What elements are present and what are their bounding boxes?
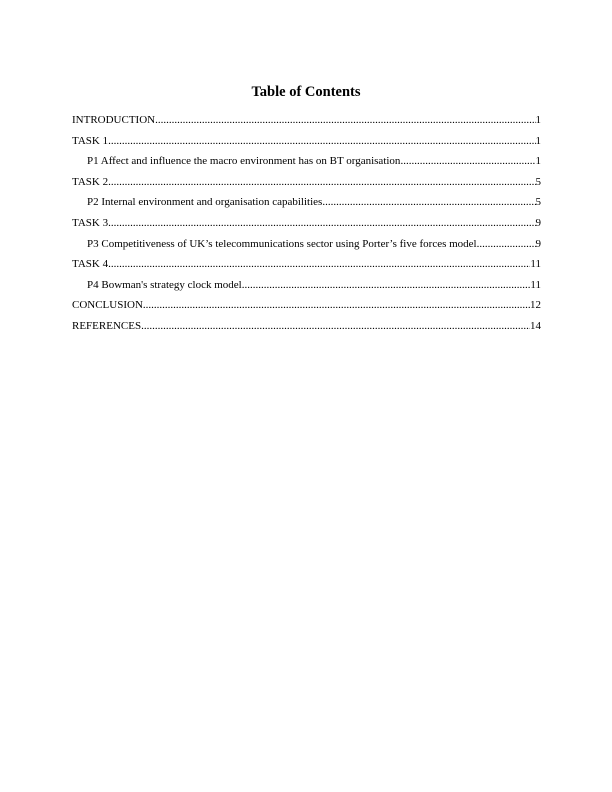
toc-entry-p1[interactable] — [72, 154, 541, 175]
toc-dot-leader — [155, 113, 535, 127]
toc-page-number: 9 — [535, 237, 541, 250]
toc-entry-task-1[interactable] — [72, 134, 541, 155]
toc-entry-label: INTRODUCTION — [72, 114, 156, 126]
toc-dot-leader — [108, 216, 535, 230]
toc-page-number: 14 — [530, 319, 541, 332]
toc-entry-task-4[interactable] — [72, 257, 541, 278]
toc-dot-leader — [242, 278, 531, 292]
toc-title: Table of Contents — [251, 84, 361, 100]
toc-page-number: 9 — [535, 216, 541, 229]
toc-dot-leader — [143, 298, 530, 312]
toc-entry-p3[interactable] — [72, 237, 541, 258]
toc-entry-references[interactable] — [72, 319, 541, 340]
toc-dot-leader — [108, 175, 535, 189]
toc-dot-leader — [400, 154, 535, 168]
toc-entry-label: CONCLUSION — [72, 299, 143, 312]
toc-dot-leader — [108, 257, 530, 271]
toc-entry-task-2[interactable] — [72, 175, 541, 196]
toc-entry-label: P1 Affect and influence the macro environment has on BT organisation — [87, 155, 401, 168]
toc-entry-label: TASK 3 — [72, 216, 109, 229]
toc-dot-leader — [108, 134, 535, 148]
toc-entry-label: TASK 4 — [72, 258, 109, 271]
toc-dot-leader — [141, 319, 530, 333]
toc-page-number: 1 — [535, 134, 541, 147]
toc-page-number: 11 — [530, 278, 541, 291]
toc-page-number: 1 — [535, 155, 541, 168]
toc-entry-label: REFERENCES — [72, 319, 142, 332]
toc-entry-task-3[interactable] — [72, 216, 541, 237]
toc-entry-label: P2 Internal environment and organisation capabilities — [87, 196, 323, 209]
toc-entry-label: P3 Competitiveness of UK’s telecommunications sector using Porter’s five forces model — [87, 237, 477, 250]
toc-page-number: 11 — [530, 258, 541, 271]
toc-entry-conclusion[interactable] — [72, 298, 541, 319]
toc-entry-introduction[interactable] — [72, 113, 541, 134]
toc-page-number: 12 — [530, 299, 541, 312]
toc-dot-leader — [477, 237, 536, 251]
toc-page-number: 5 — [535, 175, 541, 188]
toc-page-number: 1 — [535, 114, 541, 126]
toc-page-number: 5 — [535, 196, 541, 209]
toc-entry-label: P4 Bowman's strategy clock model — [87, 278, 242, 291]
toc-dot-leader — [322, 195, 535, 209]
toc-list — [72, 113, 541, 340]
toc-entry-p2[interactable] — [72, 195, 541, 216]
toc-entry-p4[interactable] — [72, 278, 541, 299]
toc-entry-label: TASK 2 — [72, 175, 109, 188]
toc-entry-label: TASK 1 — [72, 134, 109, 147]
